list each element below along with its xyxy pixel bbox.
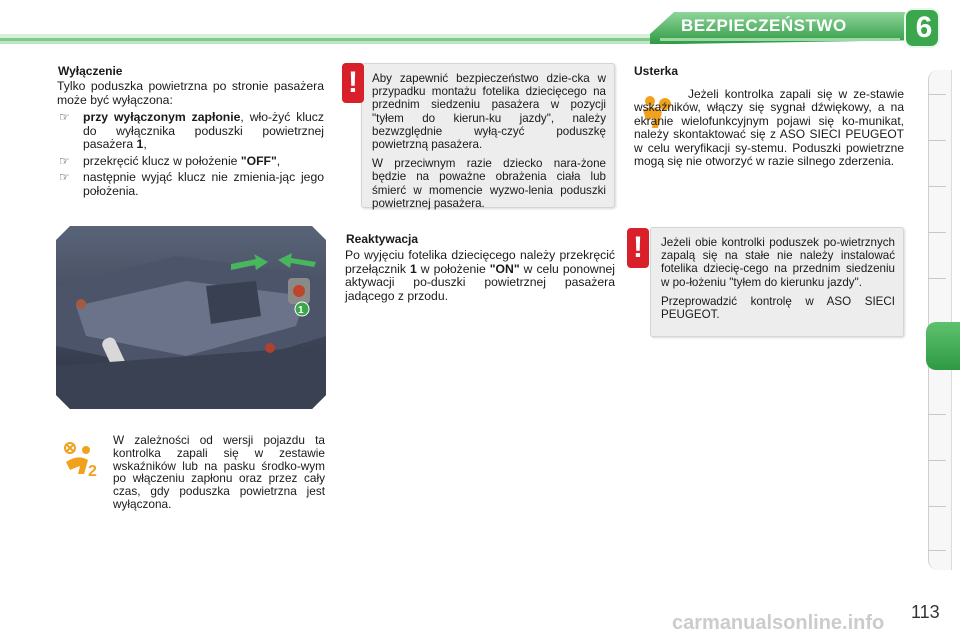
pointing-hand-icon: ☞ <box>59 153 70 168</box>
step-item: ☞ przy wyłączonym zapłonie, wło-żyć klucz do wyłącznika poduszki powietrznej pasażera 1, <box>59 110 324 152</box>
page-number: 113 <box>911 602 940 622</box>
tab-divider <box>928 460 946 461</box>
tab-divider <box>928 94 946 95</box>
indicator-note: W zależności od wersji pojazdu ta kontrolka zapali się w zestawie wskaźników lub na pasku środko-wym po włączeniu zapłonu oraz przez cały czas, gdy poduszka powietrzna jest wyłączona. <box>113 433 325 511</box>
tab-divider <box>928 506 946 507</box>
warning-box-child-seat <box>361 63 615 208</box>
warning-paragraph: Jeżeli obie kontrolki poduszek po-wietrznych zapalą się na stałe nie należy instalować fotelika dziecię-cego na przednim siedzeniu w po-łożeniu "tyłem do kierunku jazdy". <box>661 236 895 289</box>
chapter-tabs <box>928 70 952 570</box>
deactivation-steps <box>57 108 324 199</box>
deactivation-intro: Tylko poduszka powietrzna po stronie pasażera może być wyłączona: <box>57 79 324 107</box>
watermark: carmanualsonline.info <box>672 612 885 634</box>
section-heading-reactivation: Reaktywacja <box>346 232 419 246</box>
tab-divider <box>928 186 946 187</box>
section-heading-fault: Usterka <box>634 64 679 78</box>
section-heading-deactivation: Wyłączenie <box>58 64 123 78</box>
warning-paragraph: Przeprowadzić kontrolę w ASO SIECI PEUGEOT. <box>661 294 895 322</box>
warning-paragraph: Aby zapewnić bezpieczeństwo dzie-cka w przypadku montażu fotelika dziecięcego na przednim siedzeniu pasażera w pozycji "tyłem do kierun-ku jazdy", należy bezwzględnie wyłą-czyć poduszkę powietrzną pasażera. <box>372 72 606 152</box>
tab-divider <box>928 550 946 551</box>
chapter-number: 6 <box>915 11 933 44</box>
fault-text: Jeżeli kontrolka zapali się w ze-stawie wskaźników, włączy się sygnał dźwiękowy, a na ekranie wielofunkcyjnym pojawi się ko-munikat, należy skontaktować się z ASO SIECI PEUGEOT w celu weryfikacji sy-stemu. Poduszki powietrzne mogą się nie otworzyć w razie silnego zderzenia. <box>634 87 904 169</box>
tab-divider <box>928 278 946 279</box>
tab-divider <box>928 414 946 415</box>
chapter-title: BEZPIECZEŃSTWO <box>681 16 847 35</box>
pointing-hand-icon: ☞ <box>59 110 70 124</box>
step-item: ☞ następnie wyjąć klucz nie zmienia-jąc jego położenia. <box>59 170 324 198</box>
dashboard-key-switch-illustration <box>56 226 326 409</box>
passenger-airbag-off-icon <box>58 440 102 480</box>
warning-box-both-lamps <box>650 227 904 337</box>
tab-divider <box>928 140 946 141</box>
reactivation-text: Po wyjęciu fotelika dziecięcego należy przekręcić przełącznik 1 w położenie "ON" w celu ponownej aktywacji po-duszki powietrznej pasażera jadącego z przodu. <box>345 248 615 303</box>
photo-callout-label: 1 <box>298 305 304 316</box>
warning-exclamation-icon: ! <box>627 228 649 268</box>
active-chapter-tab[interactable] <box>926 322 960 370</box>
warning-exclamation-icon: ! <box>342 63 364 103</box>
warning-paragraph: W przeciwnym razie dziecko nara-żone będzie na poważne obrażenia ciała lub śmierć w momencie wyzwo-lenia poduszki powietrznej pasażera. <box>372 157 606 210</box>
pointing-hand-icon: ☞ <box>59 170 70 185</box>
tab-divider <box>928 232 946 233</box>
svg-text:2: 2 <box>88 463 97 480</box>
step-item: ☞ przekręcić klucz w położenie "OFF", <box>59 153 281 168</box>
